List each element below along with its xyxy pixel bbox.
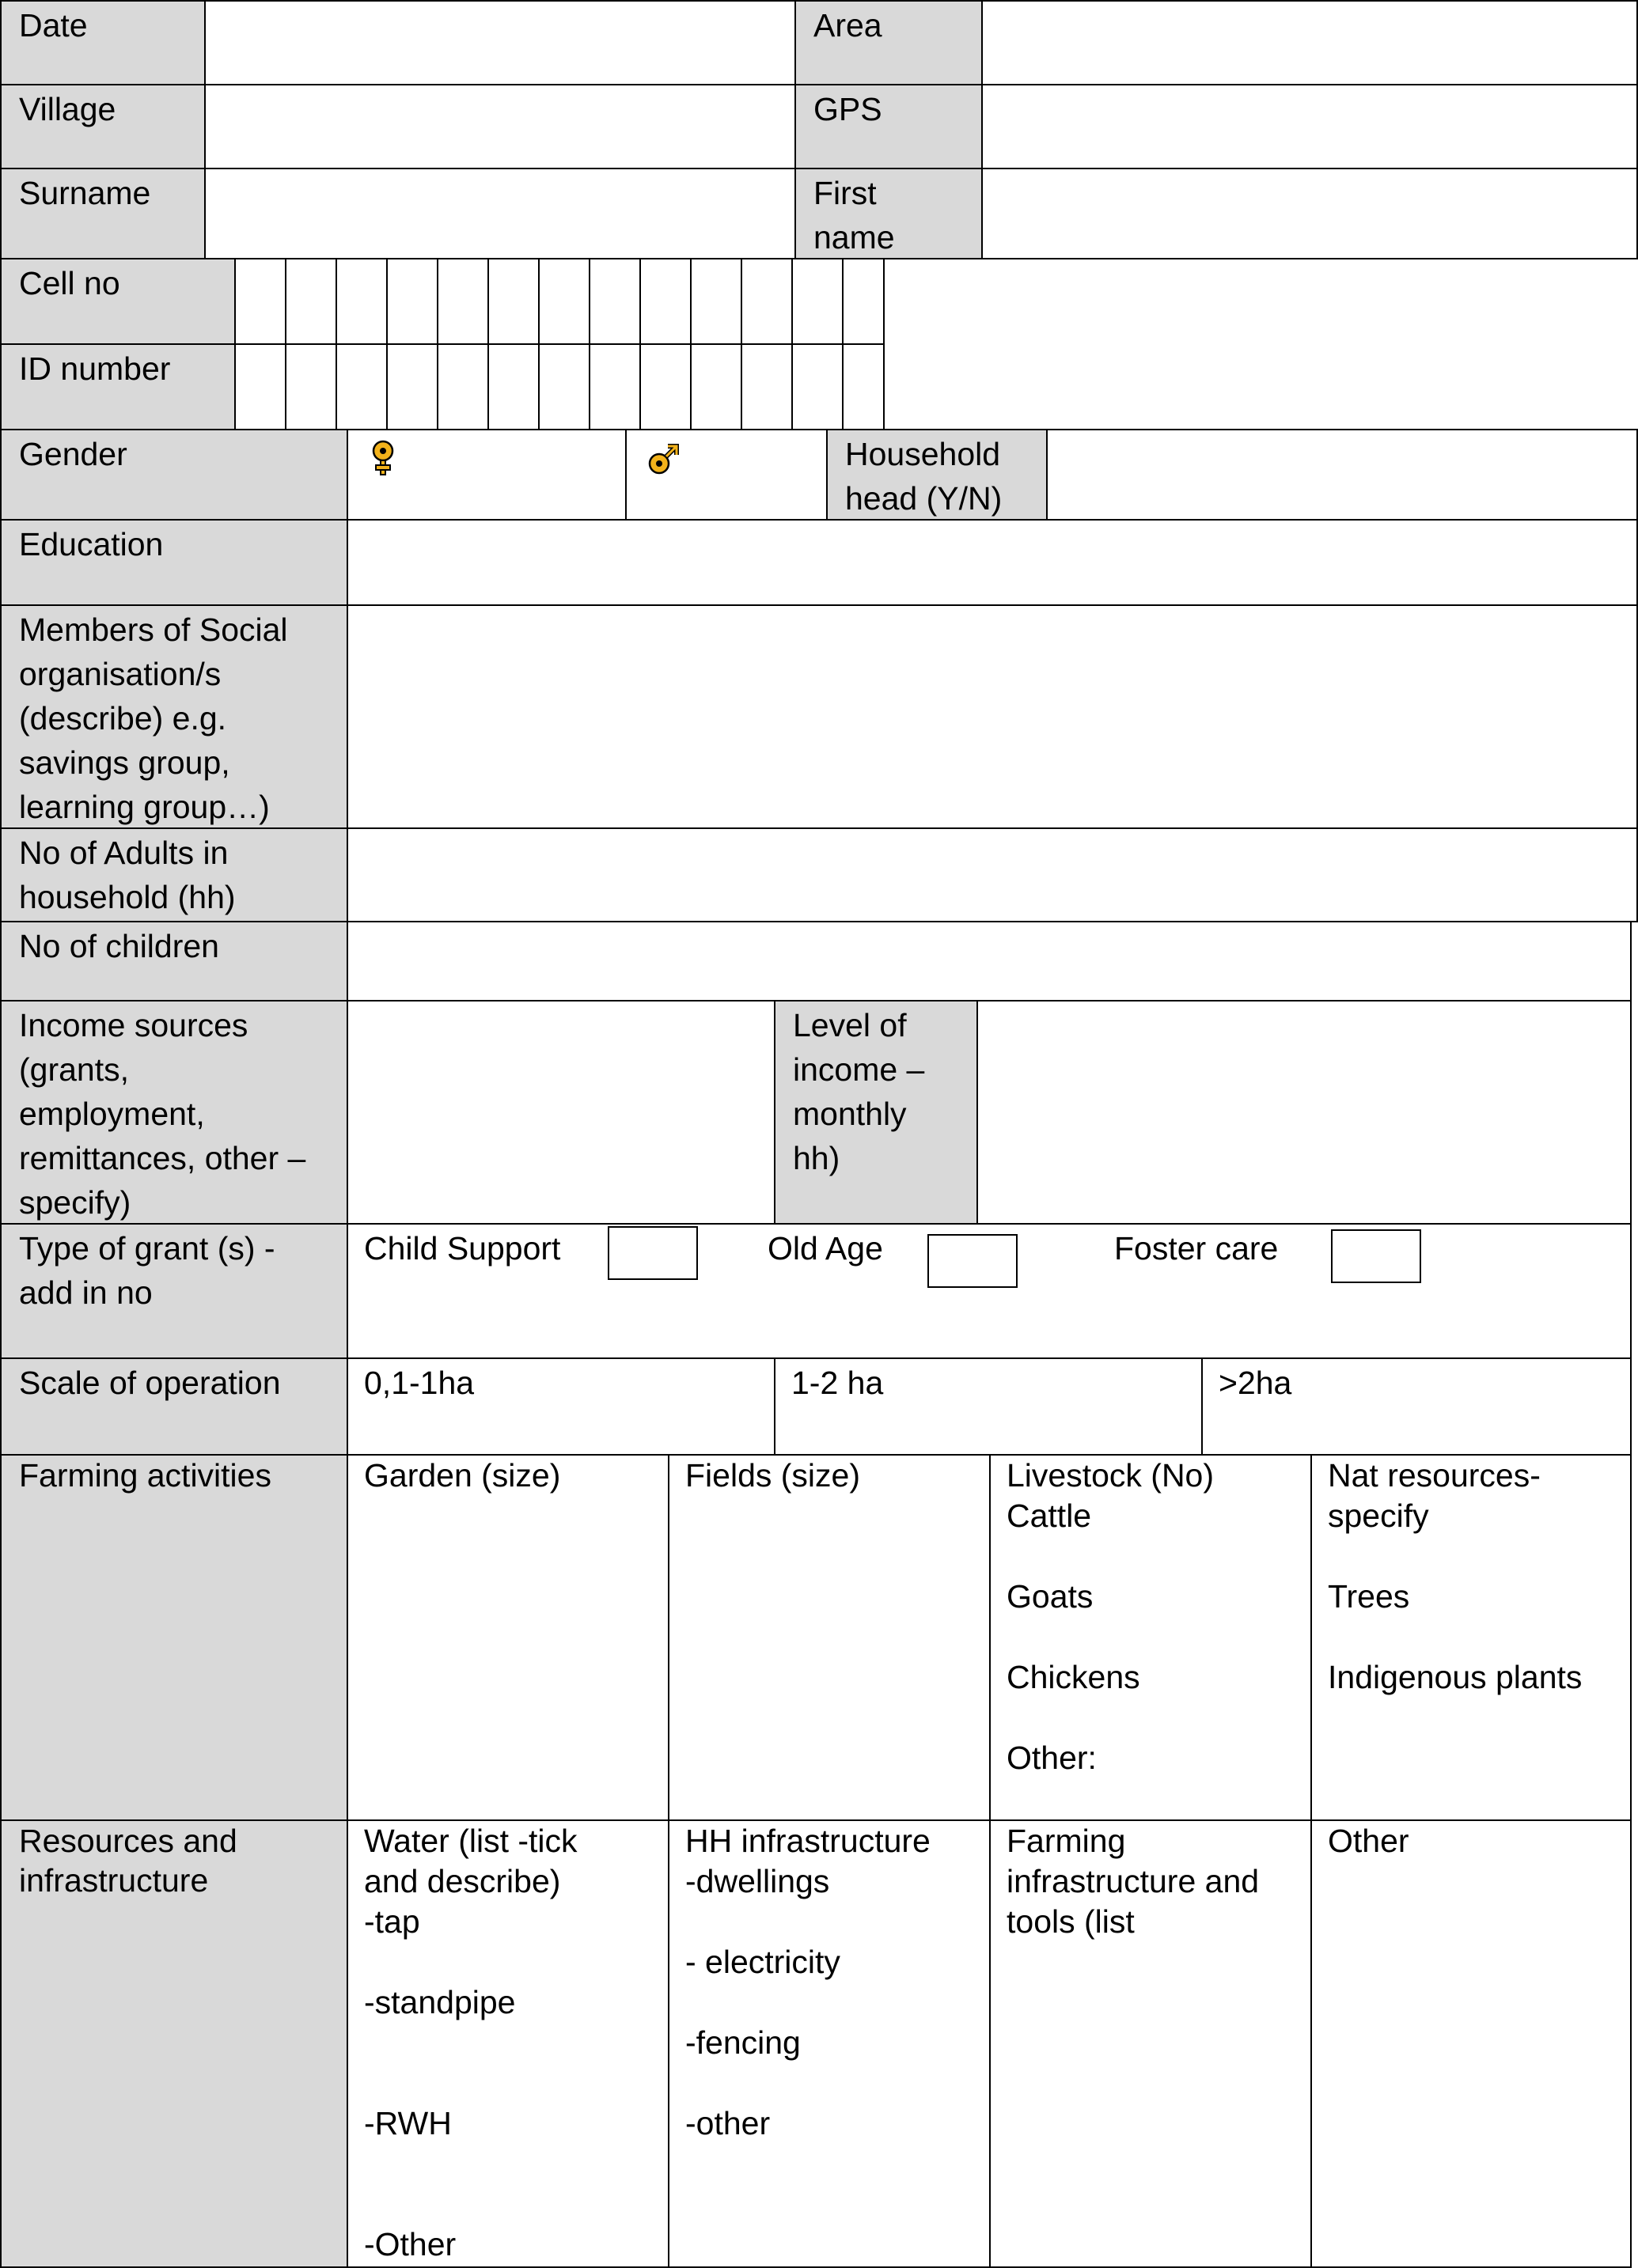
garden-label: Garden (size) bbox=[364, 1457, 561, 1494]
id-number-digit-box[interactable] bbox=[487, 343, 540, 430]
scale-option-1[interactable] bbox=[347, 1357, 775, 1456]
scale-label: Scale of operation bbox=[19, 1365, 281, 1401]
adults-label-cell bbox=[0, 827, 348, 922]
scale-option-3-label: >2ha bbox=[1219, 1365, 1292, 1401]
resources-label: Resources and infrastructure bbox=[19, 1823, 237, 1899]
grant-type-label-cell bbox=[0, 1223, 348, 1359]
other-resources-cell[interactable] bbox=[1310, 1819, 1632, 2268]
surname-label-cell bbox=[0, 168, 206, 259]
water-label: Water (list -tick and describe) -tap -standpipe -RWH -Other bbox=[364, 1823, 578, 2262]
children-field[interactable] bbox=[347, 921, 1632, 1001]
village-label-cell bbox=[0, 84, 206, 169]
cell-no-digit-box[interactable] bbox=[538, 258, 590, 345]
scale-option-2-label: 1-2 ha bbox=[791, 1365, 884, 1401]
nat-resources-cell[interactable] bbox=[1310, 1454, 1632, 1821]
grant-type-field bbox=[347, 1223, 1632, 1359]
cell-no-digit-box[interactable] bbox=[285, 258, 337, 345]
cell-no-digit-box[interactable] bbox=[639, 258, 692, 345]
hh-infrastructure-cell[interactable] bbox=[668, 1819, 991, 2268]
cell-no-label-cell bbox=[0, 258, 236, 345]
id-number-digit-box[interactable] bbox=[639, 343, 692, 430]
farming-infrastructure-label: Farming infrastructure and tools (list bbox=[1007, 1823, 1260, 1940]
hh-infrastructure-label: HH infrastructure -dwellings - electricity -fencing -other bbox=[685, 1823, 931, 2141]
cell-no-label: Cell no bbox=[19, 265, 120, 301]
id-number-digit-box[interactable] bbox=[690, 343, 742, 430]
cell-no-digit-box[interactable] bbox=[487, 258, 540, 345]
scale-option-3[interactable] bbox=[1201, 1357, 1632, 1456]
id-number-digit-box[interactable] bbox=[842, 343, 885, 430]
first-name-label-cell bbox=[794, 168, 983, 259]
scale-option-1-label: 0,1-1ha bbox=[364, 1365, 475, 1401]
date-label-cell bbox=[0, 0, 206, 85]
livestock-label: Livestock (No) Cattle Goats Chickens Other: bbox=[1007, 1457, 1215, 1776]
income-level-label-cell bbox=[774, 1000, 978, 1225]
grant-type-label: Type of grant (s) - add in no bbox=[19, 1230, 275, 1311]
gender-label: Gender bbox=[19, 436, 127, 472]
education-label-cell bbox=[0, 519, 348, 606]
id-number-label-cell bbox=[0, 343, 236, 430]
cell-no-digit-box[interactable] bbox=[437, 258, 489, 345]
children-label: No of children bbox=[19, 928, 219, 964]
adults-field[interactable] bbox=[347, 827, 1638, 922]
female-field[interactable] bbox=[347, 429, 627, 521]
id-number-digit-box[interactable] bbox=[589, 343, 641, 430]
nat-resources-label: Nat resources- specify Trees Indigenous plants bbox=[1328, 1457, 1583, 1695]
other-resources-label: Other bbox=[1328, 1823, 1409, 1859]
area-label: Area bbox=[813, 7, 882, 44]
garden-cell[interactable] bbox=[347, 1454, 669, 1821]
id-number-digit-box[interactable] bbox=[791, 343, 844, 430]
date-label: Date bbox=[19, 7, 88, 44]
water-cell[interactable] bbox=[347, 1819, 669, 2268]
id-number-digit-box[interactable] bbox=[234, 343, 286, 430]
income-level-field[interactable] bbox=[976, 1000, 1632, 1225]
education-field[interactable] bbox=[347, 519, 1638, 606]
social-org-field[interactable] bbox=[347, 604, 1638, 829]
id-number-digit-box[interactable] bbox=[437, 343, 489, 430]
gps-label-cell bbox=[794, 84, 983, 169]
cell-no-digit-box[interactable] bbox=[690, 258, 742, 345]
cell-no-digit-box[interactable] bbox=[234, 258, 286, 345]
foster-care-count-box[interactable] bbox=[1331, 1229, 1421, 1283]
children-label-cell bbox=[0, 921, 348, 1001]
gender-label-cell bbox=[0, 429, 348, 521]
farming-infrastructure-cell[interactable] bbox=[989, 1819, 1312, 2268]
id-number-digit-box[interactable] bbox=[386, 343, 438, 430]
child-support-label: Child Support bbox=[364, 1230, 561, 1267]
id-number-label: ID number bbox=[19, 350, 171, 387]
household-head-field[interactable] bbox=[1046, 429, 1638, 521]
household-head-label: Household head (Y/N) bbox=[845, 436, 1003, 517]
livestock-cell[interactable] bbox=[989, 1454, 1312, 1821]
date-field[interactable] bbox=[204, 0, 796, 85]
foster-care-label: Foster care bbox=[1114, 1230, 1279, 1267]
village-label: Village bbox=[19, 91, 116, 127]
area-label-cell bbox=[794, 0, 983, 85]
social-org-label-cell bbox=[0, 604, 348, 829]
resources-label-cell bbox=[0, 1819, 348, 2268]
child-support-count-box[interactable] bbox=[608, 1226, 698, 1280]
cell-no-digit-box[interactable] bbox=[589, 258, 641, 345]
id-number-digit-box[interactable] bbox=[336, 343, 388, 430]
income-level-label: Level of income – monthly hh) bbox=[793, 1007, 925, 1176]
cell-no-digit-box[interactable] bbox=[791, 258, 844, 345]
old-age-count-box[interactable] bbox=[927, 1234, 1018, 1288]
id-number-digit-box[interactable] bbox=[538, 343, 590, 430]
surname-label: Surname bbox=[19, 175, 151, 211]
female-symbol-icon bbox=[366, 438, 400, 476]
village-field[interactable] bbox=[204, 84, 796, 169]
id-number-digit-box[interactable] bbox=[741, 343, 793, 430]
area-field[interactable] bbox=[981, 0, 1638, 85]
farming-label-cell bbox=[0, 1454, 348, 1821]
education-label: Education bbox=[19, 526, 164, 562]
social-org-label: Members of Social organisation/s (describe) e.g. savings group, learning group…) bbox=[19, 611, 288, 825]
male-symbol-icon bbox=[646, 440, 681, 478]
income-sources-label: Income sources (grants, employment, remittances, other – specify) bbox=[19, 1007, 306, 1221]
scale-option-2[interactable] bbox=[774, 1357, 1203, 1456]
household-head-label-cell bbox=[826, 429, 1048, 521]
fields-cell[interactable] bbox=[668, 1454, 991, 1821]
income-sources-label-cell bbox=[0, 1000, 348, 1225]
id-number-digit-box[interactable] bbox=[285, 343, 337, 430]
cell-no-digit-box[interactable] bbox=[842, 258, 885, 345]
fields-label: Fields (size) bbox=[685, 1457, 860, 1494]
scale-label-cell bbox=[0, 1357, 348, 1456]
adults-label: No of Adults in household (hh) bbox=[19, 835, 236, 915]
cell-no-digit-box[interactable] bbox=[336, 258, 388, 345]
cell-no-digit-box[interactable] bbox=[741, 258, 793, 345]
gps-label: GPS bbox=[813, 91, 882, 127]
first-name-label: First name bbox=[813, 175, 895, 256]
gps-field[interactable] bbox=[981, 84, 1638, 169]
old-age-label: Old Age bbox=[768, 1230, 883, 1267]
first-name-field[interactable] bbox=[981, 168, 1638, 259]
income-sources-field[interactable] bbox=[347, 1000, 775, 1225]
surname-field[interactable] bbox=[204, 168, 796, 259]
male-field[interactable] bbox=[625, 429, 828, 521]
cell-no-digit-box[interactable] bbox=[386, 258, 438, 345]
farming-label: Farming activities bbox=[19, 1457, 271, 1494]
